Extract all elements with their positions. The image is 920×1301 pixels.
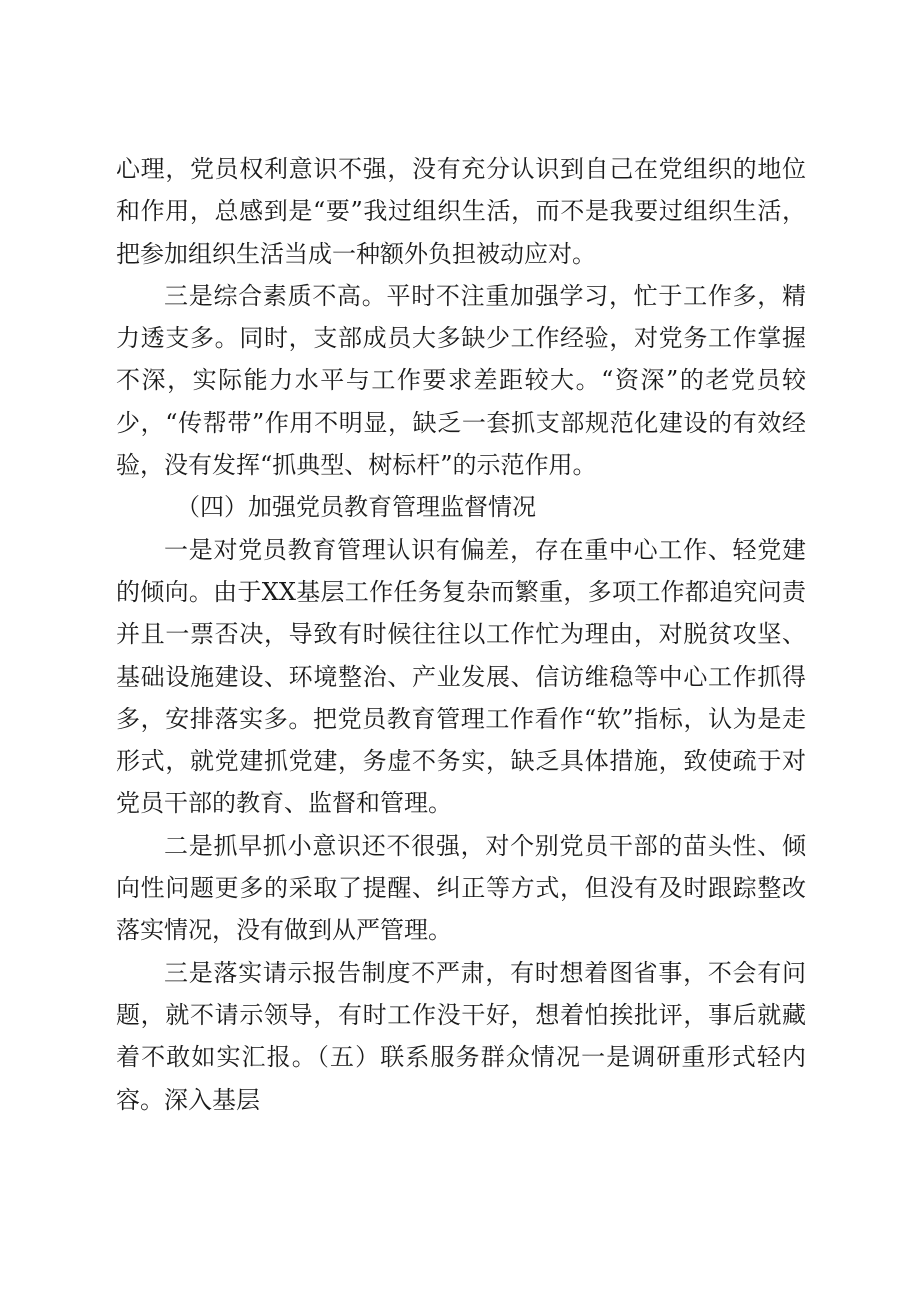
paragraph-education-management: 一是对党员教育管理认识有偏差，存在重中心工作、轻党建的倾向。由于XX基层工作任务复杂而繁重，多项工作都追究问责并且一票否决，导致有时候往往以工作忙为理由，对脱贫攻坚、基础设施建设、环境整治、产业发展、信访维稳等中心工作抓得多，安排落实多。把党员教育管理工作看作“软”指标，认为是走形式，就党建抓党建，务虚不务实，缺乏具体措施，致使疏于对党员干部的教育、监督和管理。 (116, 535, 806, 818)
paragraph-comprehensive-quality: 三是综合素质不高。平时不注重加强学习，忙于工作多，精力透支多。同时，支部成员大多缺少工作经验，对党务工作掌握不深，实际能力水平与工作要求差距较大。“资深”的老党员较少，“传帮带”作用不明显，缺乏一套抓支部规范化建设的有效经验，没有发挥“抓典型、树标杆”的示范作用。 (116, 281, 806, 480)
paragraph-early-awareness: 二是抓早抓小意识还不很强，对个别党员干部的苗头性、倾向性问题更多的采取了提醒、纠正等方式，但没有及时跟踪整改落实情况，没有做到从严管理。 (116, 831, 806, 945)
paragraph-continuation: 心理，党员权利意识不强，没有充分认识到自己在党组织的地位和作用，总感到是“要”我过组织生活，而不是我要过组织生活，把参加组织生活当成一种额外负担被动应对。 (116, 155, 806, 268)
paragraph-reporting-system: 三是落实请示报告制度不严肃，有时想着图省事，不会有问题，就不请示领导，有时工作没干好，想着怕挨批评，事后就藏着不敢如实汇报。（五）联系服务群众情况一是调研重形式轻内容。深入基层 (116, 958, 806, 1114)
section-heading-four: （四）加强党员教育管理监督情况 (176, 493, 536, 522)
document-body (116, 148, 806, 1121)
